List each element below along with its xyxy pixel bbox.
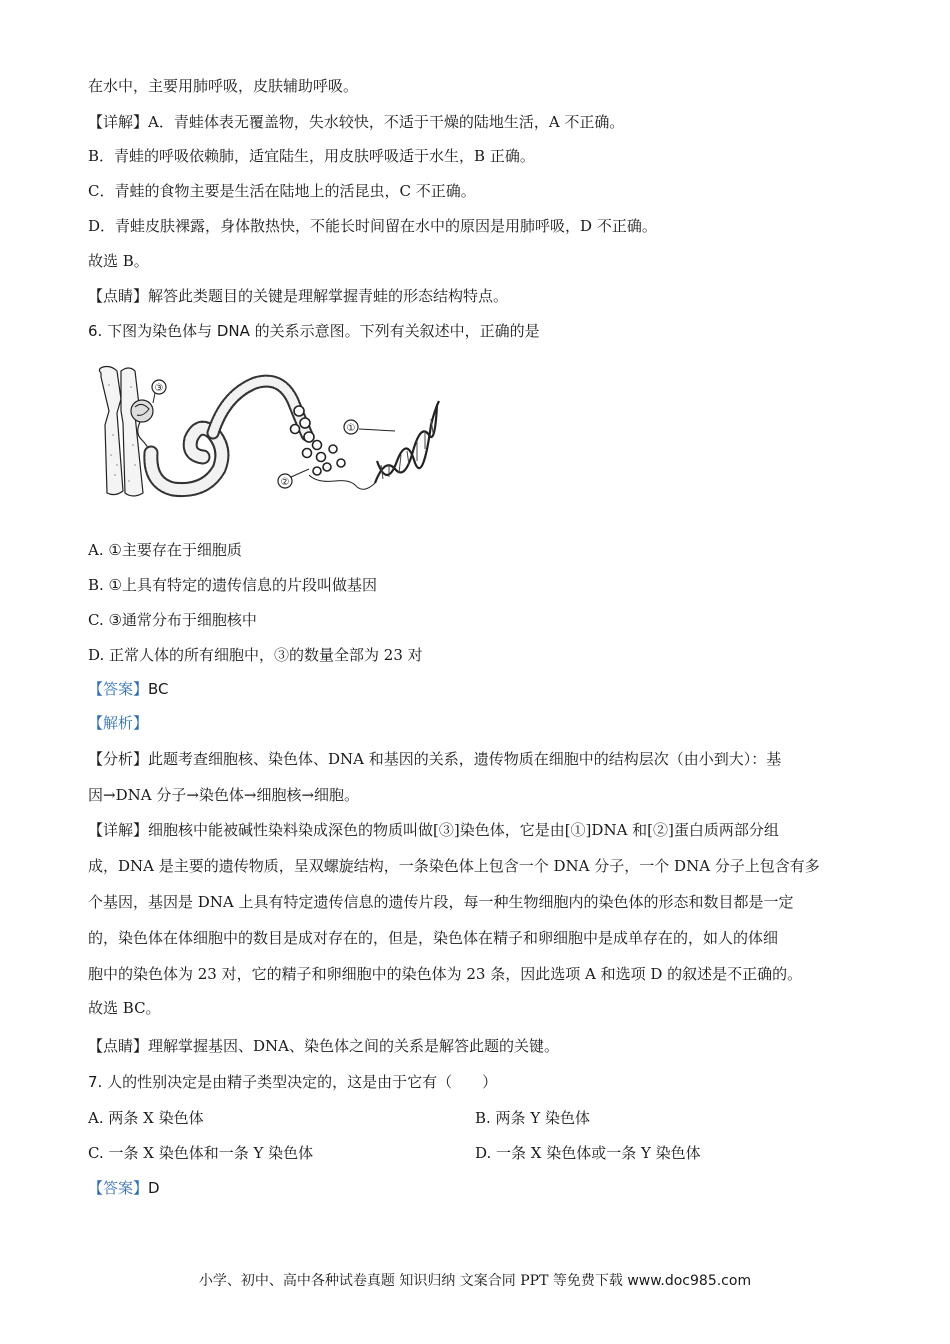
analysis-text: 【详解】细胞核中能被碱性染料染成深色的物质叫做[③]染色体，它是由[①]DNA 和[②]蛋白质两部分组 — [88, 821, 779, 839]
label-3: ③ — [154, 383, 164, 394]
answer-line — [88, 679, 169, 699]
option-d: D. 一条 X 染色体或一条 Y 染色体 — [475, 1144, 701, 1162]
dna-double-helix — [375, 401, 439, 483]
option-b: B. 两条 Y 染色体 — [475, 1109, 590, 1127]
question-7-stem: 7. 人的性别决定是由精子类型决定的，这是由于它有（ ） — [88, 1073, 498, 1091]
page-footer — [0, 1270, 950, 1290]
magnified-circle — [131, 400, 153, 422]
nucleosomes — [291, 406, 346, 475]
analysis-text: 成，DNA 是主要的遗传物质，呈双螺旋结构，一条染色体上包含一个 DNA 分子，一个 DNA 分子上包含有多 — [88, 857, 820, 875]
text-line: 故选 B。 — [88, 252, 149, 270]
answer-tag: 【答案】 — [88, 680, 149, 698]
analysis-tag: 【解析】 — [88, 714, 149, 732]
analysis-text: 的，染色体在体细胞中的数目是成对存在的，但是，染色体在精子和卵细胞中是成单存在的，如人的体细 — [88, 929, 779, 947]
label-2: ② — [280, 477, 290, 488]
option-a: A. ①主要存在于细胞质 — [88, 541, 242, 559]
answer-tag: 【答案】 — [88, 1179, 149, 1197]
option-c: C. 一条 X 染色体和一条 Y 染色体 — [88, 1144, 314, 1162]
label-1: ① — [346, 423, 356, 434]
analysis-text: 故选 BC。 — [88, 999, 161, 1017]
text-line: 【详解】A．青蛙体表无覆盖物，失水较快，不适于干燥的陆地生活，A 不正确。 — [88, 113, 625, 131]
option-c: C. ③通常分布于细胞核中 — [88, 611, 257, 629]
answer-line — [88, 1178, 160, 1198]
chromosome-shape — [99, 367, 143, 497]
footer-text: 小学、初中、高中各种试卷真题 知识归纳 文案合同 PPT 等免费下载 — [198, 1273, 623, 1289]
text-line: 在水中，主要用肺呼吸，皮肤辅助呼吸。 — [88, 77, 359, 95]
text-line: 【点睛】解答此类题目的关键是理解掌握青蛙的形态结构特点。 — [88, 287, 509, 305]
option-a: A. 两条 X 染色体 — [88, 1109, 204, 1127]
chromosome-dna-diagram — [95, 365, 440, 500]
answer-value: BC — [148, 680, 169, 698]
text-line: C．青蛙的食物主要是生活在陆地上的活昆虫，C 不正确。 — [88, 182, 476, 200]
question-6-stem: 6. 下图为染色体与 DNA 的关系示意图。下列有关叙述中，正确的是 — [88, 322, 540, 340]
option-b: B. ①上具有特定的遗传信息的片段叫做基因 — [88, 576, 378, 594]
footer-url[interactable]: www.doc985.com — [627, 1273, 752, 1289]
analysis-text: 胞中的染色体为 23 对，它的精子和卵细胞中的染色体为 23 条，因此选项 A 和选项 D 的叙述是不正确的。 — [88, 965, 803, 983]
analysis-text: 因→DNA 分子→染色体→细胞核→细胞。 — [88, 786, 360, 804]
option-d: D. 正常人体的所有细胞中，③的数量全部为 23 对 — [88, 646, 423, 664]
text-line: D．青蛙皮肤裸露，身体散热快，不能长时间留在水中的原因是用肺呼吸，D 不正确。 — [88, 217, 657, 235]
analysis-text: 【分析】此题考查细胞核、染色体、DNA 和基因的关系，遗传物质在细胞中的结构层次（由小到大）：基 — [88, 750, 782, 768]
answer-value: D — [148, 1179, 160, 1197]
analysis-text: 【点睛】理解掌握基因、DNA、染色体之间的关系是解答此题的关键。 — [88, 1037, 559, 1055]
text-line: B．青蛙的呼吸依赖肺，适宜陆生，用皮肤呼吸适于水生，B 正确。 — [88, 147, 535, 165]
analysis-text: 个基因，基因是 DNA 上具有特定遗传信息的遗传片段，每一种生物细胞内的染色体的形态和数目都是一定 — [88, 893, 794, 911]
